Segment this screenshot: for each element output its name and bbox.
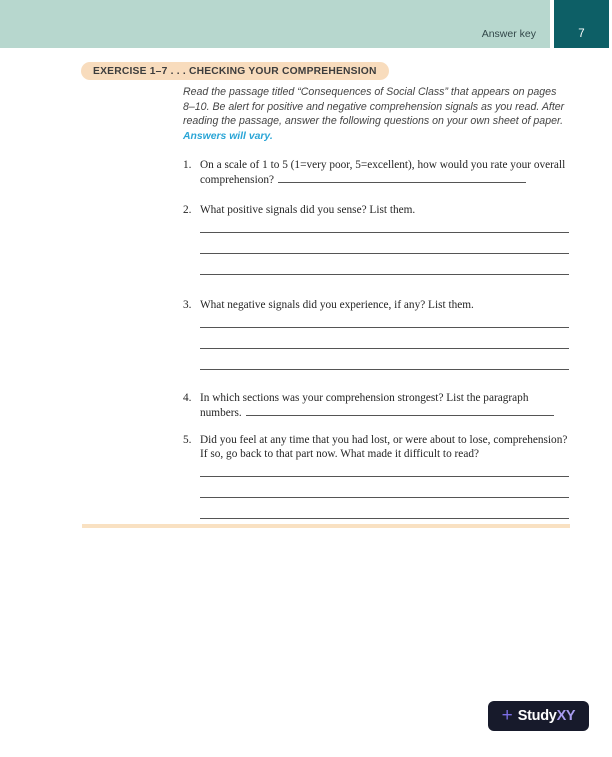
studyxy-logo: [488, 701, 589, 731]
exercise-heading: EXERCISE 1–7 . . . CHECKING YOUR COMPREHENSION: [81, 62, 389, 80]
question-5-answer-lines: [183, 461, 569, 519]
question-1-text: On a scale of 1 to 5 (1=very poor, 5=excellent), how would you rate your overall comprehension?: [200, 159, 566, 186]
brand-name: Study: [517, 708, 557, 724]
answer-line: [200, 477, 569, 498]
answer-line: [200, 233, 569, 254]
answer-line: [200, 217, 569, 233]
question-2: [183, 203, 569, 217]
question-4-answer-blank: [246, 405, 554, 416]
question-4-text: In which sections was your comprehension strongest? List the paragraph numbers.: [200, 392, 529, 419]
question-1: [183, 158, 569, 187]
answer-line: [200, 349, 569, 370]
question-2-number: 2.: [183, 204, 192, 216]
header-bar: [0, 0, 550, 48]
question-2-answer-lines: [183, 217, 569, 275]
page-number: 7: [578, 28, 585, 40]
answer-line: [200, 312, 569, 328]
question-1-number: 1.: [183, 159, 192, 171]
question-5-text: Did you feel at any time that you had lost, or were about to lose, comprehension? If so, go back to that part now. What made it difficult to read?: [200, 434, 568, 460]
question-3-answer-lines: [183, 312, 569, 370]
answer-line: [200, 498, 569, 519]
question-5-number: 5.: [183, 434, 192, 446]
question-3: [183, 298, 569, 312]
question-3-text: What negative signals did you experience, if any? List them.: [200, 299, 474, 311]
answer-line: [200, 328, 569, 349]
answer-line: [200, 461, 569, 477]
answer-key-label: Answer key: [481, 28, 536, 40]
question-3-number: 3.: [183, 299, 192, 311]
question-5: [183, 433, 569, 461]
question-1-answer-blank: [278, 172, 526, 183]
answer-line: [200, 254, 569, 275]
question-2-text: What positive signals did you sense? List them.: [200, 204, 416, 216]
section-divider: [82, 524, 570, 528]
exercise-content: [183, 85, 569, 519]
question-4-number: 4.: [183, 392, 192, 404]
page-number-box: [554, 0, 609, 48]
brand-suffix: XY: [556, 708, 576, 724]
question-4: [183, 391, 569, 420]
instructions-text: Read the passage titled “Consequences of Social Class” that appears on pages 8–10. Be alert for positive and negative comprehension signals as you read. After reading the passage, answer the following questions on your own sheet of paper.: [183, 86, 565, 127]
exercise-instructions: [183, 85, 569, 144]
plus-icon: +: [501, 704, 513, 726]
answers-will-vary-note: Answers will vary.: [183, 130, 273, 142]
